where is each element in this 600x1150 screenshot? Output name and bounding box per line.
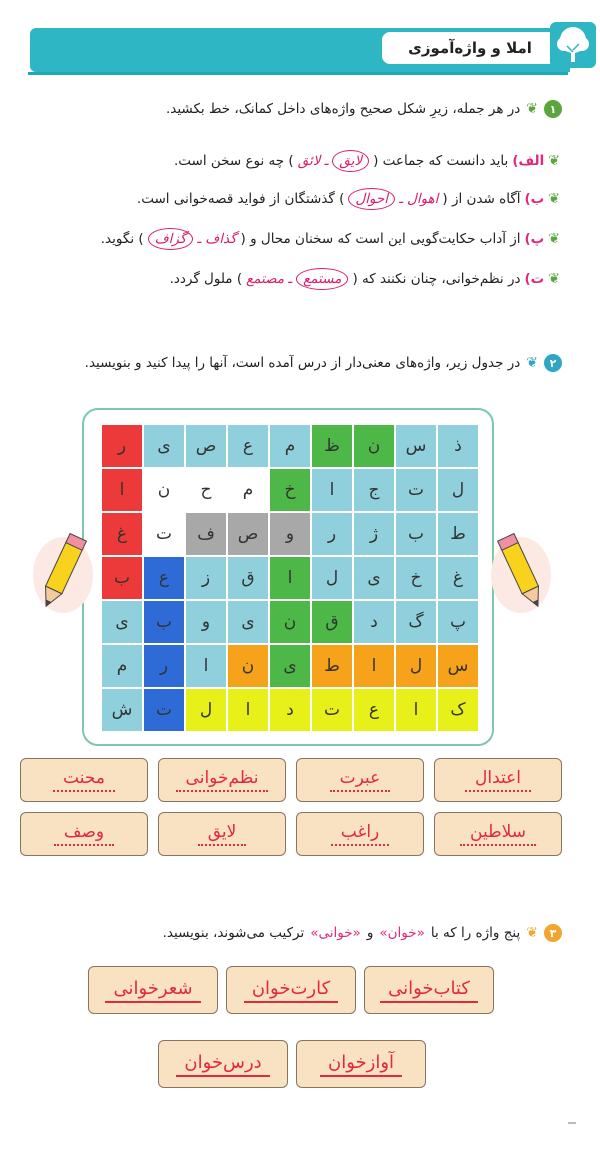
grid-cell[interactable]: د — [269, 688, 311, 732]
answer-box[interactable] — [364, 966, 494, 1014]
leaf-icon: ❦ — [548, 231, 560, 247]
grid-cell[interactable]: ی — [101, 600, 143, 644]
q3-keyword: «خوانی» — [310, 925, 361, 941]
item-tag: الف) — [512, 153, 545, 169]
option: اهوال — [407, 191, 439, 207]
option-separator: ـ — [324, 153, 329, 169]
q1-number: ۱ — [544, 100, 562, 118]
answer-box[interactable] — [296, 812, 424, 856]
grid-cell[interactable]: پ — [437, 600, 479, 644]
answer-text: اعتدال — [465, 768, 531, 792]
grid-cell[interactable]: ل — [185, 688, 227, 732]
q3-instruction: پنج واژه را که با — [430, 925, 521, 941]
grid-cell[interactable]: و — [269, 512, 311, 556]
pencil-icon — [28, 520, 98, 620]
leaf-icon: ❦ — [526, 355, 538, 371]
q3-instruction: ترکیب می‌شوند، بنویسید. — [162, 925, 305, 941]
grid-cell[interactable]: ا — [353, 644, 395, 688]
grid-cell[interactable]: ذ — [437, 424, 479, 468]
leaf-icon: ❦ — [548, 191, 560, 207]
lesson-title: املا و واژه‌آموزی — [380, 30, 560, 66]
grid-cell[interactable]: ت — [143, 688, 185, 732]
leaf-icon: ❦ — [548, 271, 560, 287]
answer-text: وصف — [54, 822, 114, 846]
grid-cell[interactable]: خ — [395, 556, 437, 600]
grid-cell[interactable]: ط — [311, 644, 353, 688]
answer-box[interactable] — [434, 812, 562, 856]
answer-text: عبرت — [330, 768, 391, 792]
grid-cell[interactable]: م — [101, 644, 143, 688]
grid-cell[interactable]: س — [395, 424, 437, 468]
grid-cell[interactable]: ی — [269, 644, 311, 688]
answer-text: کتاب‌خوانی — [380, 978, 478, 1003]
q1-instruction: در هر جمله، زیرِ شکل صحیح واژه‌های داخل کمانک، خط بکشید. — [165, 101, 521, 117]
item-text: ) ملول گردد. — [169, 271, 243, 287]
grid-cell[interactable]: ا — [395, 688, 437, 732]
grid-cell[interactable]: ل — [437, 468, 479, 512]
answer-box[interactable] — [158, 758, 286, 802]
q1-item-d — [170, 268, 560, 290]
grid-cell[interactable]: ی — [353, 556, 395, 600]
circled-option: احوال — [348, 188, 395, 210]
grid-cell[interactable]: غ — [101, 512, 143, 556]
lesson-header-bar — [30, 28, 570, 72]
grid-cell[interactable]: ت — [395, 468, 437, 512]
answer-text: کارت‌خوان — [244, 978, 338, 1003]
q1-item-b — [137, 188, 560, 210]
grid-cell[interactable]: ص — [227, 512, 269, 556]
answer-box[interactable] — [20, 812, 148, 856]
grid-cell[interactable]: ظ — [311, 424, 353, 468]
grid-cell[interactable]: ی — [143, 424, 185, 468]
answer-text: نظم‌خوانی — [176, 768, 269, 792]
item-text: باید دانست که جماعت ( — [373, 153, 509, 169]
grid-cell[interactable]: گ — [395, 600, 437, 644]
grid-cell[interactable]: ن — [269, 600, 311, 644]
q3-title — [163, 924, 562, 942]
q3-instruction: و — [366, 925, 374, 941]
item-tag: ب) — [524, 191, 545, 207]
item-text: از آداب حکایت‌گویی این است که سخنان محال و ( — [240, 231, 521, 247]
answer-box[interactable] — [158, 812, 286, 856]
item-text: ) گذشتگان از فواید قصه‌خوانی است. — [136, 191, 345, 207]
grid-cell[interactable]: خ — [269, 468, 311, 512]
grid-cell[interactable]: ح — [185, 468, 227, 512]
option-separator: ـ — [399, 191, 404, 207]
grid-cell[interactable]: ا — [269, 556, 311, 600]
answer-text: سلاطین — [460, 822, 536, 846]
item-tag: پ) — [524, 231, 545, 247]
grid-cell[interactable]: د — [353, 600, 395, 644]
item-tag: ت) — [524, 271, 545, 287]
answer-box[interactable] — [296, 758, 424, 802]
grid-cell[interactable]: س — [437, 644, 479, 688]
answer-box[interactable] — [20, 758, 148, 802]
answer-text: محنت — [53, 768, 115, 792]
grid-cell[interactable]: ز — [185, 556, 227, 600]
q2-number: ۲ — [544, 354, 562, 372]
grid-cell[interactable]: ب — [143, 600, 185, 644]
q3-number: ۳ — [544, 924, 562, 942]
grid-cell[interactable]: ا — [227, 688, 269, 732]
tree-icon — [550, 22, 596, 68]
pencil-icon — [486, 520, 556, 620]
item-text: ) چه نوع سخن است. — [173, 153, 294, 169]
grid-cell[interactable]: ا — [101, 468, 143, 512]
header-underline — [28, 72, 568, 75]
grid-cell[interactable]: ل — [311, 556, 353, 600]
grid-cell[interactable]: ن — [143, 468, 185, 512]
grid-cell[interactable]: ل — [395, 644, 437, 688]
answer-box[interactable] — [296, 1040, 426, 1088]
option: لائق — [297, 153, 321, 169]
grid-cell[interactable]: ع — [143, 556, 185, 600]
grid-cell[interactable]: ا — [311, 468, 353, 512]
answer-text: آوازخوان — [320, 1052, 402, 1077]
q2-instruction: در جدول زیر، واژه‌های معنی‌دار از درس آمده است، آنها را پیدا کنید و بنویسید. — [84, 355, 521, 371]
grid-cell[interactable]: ب — [101, 556, 143, 600]
grid-cell[interactable]: و — [185, 600, 227, 644]
grid-cell[interactable]: ع — [353, 688, 395, 732]
option: گذاف — [205, 231, 237, 247]
grid-cell[interactable]: ن — [353, 424, 395, 468]
word-search-grid — [101, 424, 479, 732]
answer-box[interactable] — [434, 758, 562, 802]
grid-cell[interactable]: ک — [437, 688, 479, 732]
grid-cell[interactable]: ت — [311, 688, 353, 732]
q2-title — [85, 354, 562, 372]
grid-cell[interactable]: ا — [185, 644, 227, 688]
grid-cell[interactable]: ی — [227, 600, 269, 644]
grid-cell[interactable]: ق — [311, 600, 353, 644]
option: مصتمع — [246, 271, 285, 287]
circled-option: مستمع — [296, 268, 348, 290]
grid-cell[interactable]: ع — [227, 424, 269, 468]
grid-cell[interactable]: ت — [143, 512, 185, 556]
answer-text: لایق — [198, 822, 247, 846]
q1-title — [166, 100, 562, 118]
answer-box[interactable] — [226, 966, 356, 1014]
grid-cell[interactable]: ر — [143, 644, 185, 688]
grid-cell[interactable]: م — [227, 468, 269, 512]
leaf-icon: ❦ — [526, 101, 538, 117]
circled-option: لایق — [332, 150, 369, 172]
item-text: ) نگوید. — [100, 231, 144, 247]
grid-cell[interactable]: ن — [227, 644, 269, 688]
leaf-icon: ❦ — [526, 925, 538, 941]
q3-keyword: «خوان» — [379, 925, 425, 941]
grid-cell[interactable]: ر — [311, 512, 353, 556]
answer-text: شعرخوانی — [105, 978, 200, 1003]
option-separator: ـ — [288, 271, 293, 287]
grid-cell[interactable]: ر — [101, 424, 143, 468]
grid-cell[interactable]: ط — [437, 512, 479, 556]
circled-option: گزاف — [148, 228, 194, 250]
option-separator: ـ — [197, 231, 202, 247]
grid-cell[interactable]: ص — [185, 424, 227, 468]
grid-cell[interactable]: غ — [437, 556, 479, 600]
grid-cell[interactable]: ج — [353, 468, 395, 512]
q1-item-a — [174, 150, 560, 172]
page-mark — [568, 1122, 576, 1124]
answer-text: راغب — [331, 822, 390, 846]
q1-item-c — [101, 228, 560, 250]
answer-text: درس‌خوان — [176, 1052, 269, 1077]
grid-cell[interactable]: ژ — [353, 512, 395, 556]
item-text: در نظم‌خوانی، چنان نکنند که ( — [352, 271, 521, 287]
item-text: آگاه شدن از ( — [442, 191, 521, 207]
grid-cell[interactable]: م — [269, 424, 311, 468]
answer-box[interactable] — [158, 1040, 288, 1088]
grid-cell[interactable]: ب — [395, 512, 437, 556]
grid-cell[interactable]: ش — [101, 688, 143, 732]
leaf-icon: ❦ — [548, 153, 560, 169]
grid-cell[interactable]: ف — [185, 512, 227, 556]
grid-cell[interactable]: ق — [227, 556, 269, 600]
answer-box[interactable] — [88, 966, 218, 1014]
